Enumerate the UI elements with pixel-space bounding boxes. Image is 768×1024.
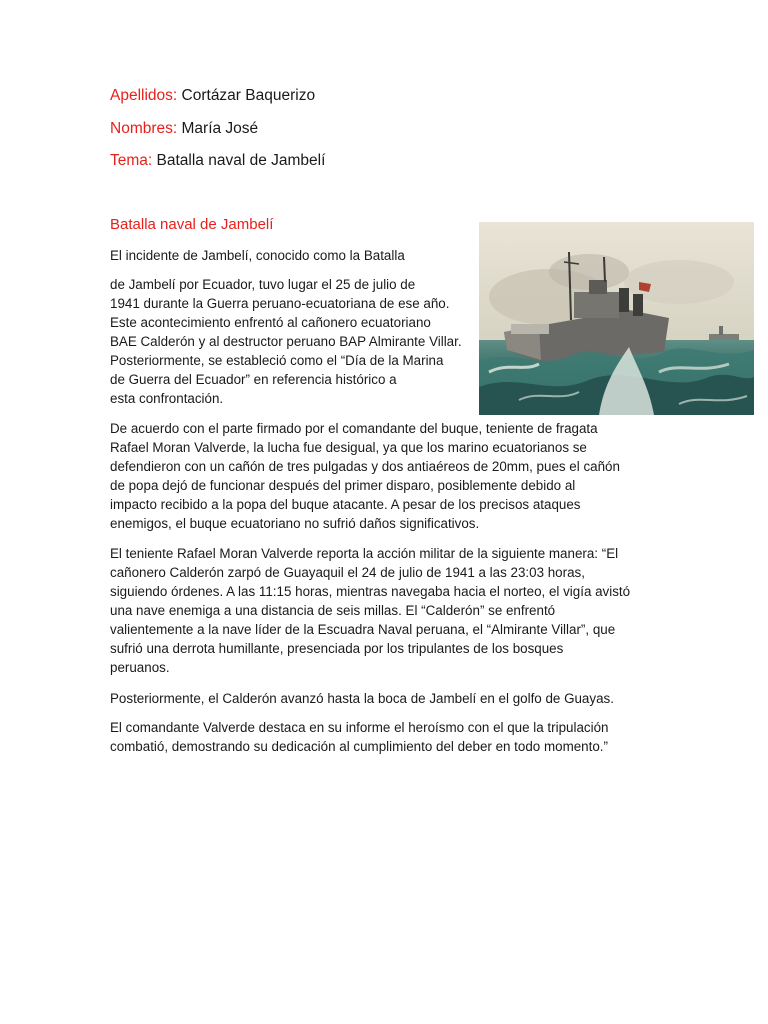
text-line: de popa dejó de funcionar después del primer disparo, posiblemente debido al [110,478,576,493]
section-heading: Batalla naval de Jambelí [110,216,274,233]
text-line: siguiendo órdenes. A las 11:15 horas, mientras navegaba hacia el norteo, el vigía avistó [110,584,631,599]
paragraph-5 [110,689,665,708]
text-line: BAE Calderón y al destructor peruano BAP Almirante Villar. [110,334,462,349]
text-line: impacto recibido a la popa del buque atacante. A pesar de los precisos ataques [110,497,581,512]
text-line: esta confrontación. [110,391,224,406]
text-line: 1941 durante la Guerra peruano-ecuatoriana de ese año. [110,296,450,311]
paragraph-3 [110,419,665,533]
text-line: valientemente a la nave líder de la Escuadra Naval peruana, el “Almirante Villar”, que [110,622,616,637]
text-line: peruanos. [110,660,170,675]
paragraph-2 [110,275,482,408]
tema-value: Batalla naval de Jambelí [156,152,326,169]
apellidos-value: Cortázar Baquerizo [181,87,316,104]
text-line: de Guerra del Ecuador” en referencia histórico a [110,372,397,387]
text-line: una nave enemiga a una distancia de seis millas. El “Calderón” se enfrentó [110,603,556,618]
text-line: combatió, demostrando su dedicación al cumplimiento del deber en todo momento.” [110,739,608,754]
paragraph-5-text: Posteriormente, el Calderón avanzó hasta la boca de Jambelí en el golfo de Guayas. [110,691,614,706]
nombres-line [110,119,258,139]
tema-label: Tema: [110,152,153,169]
apellidos-line [110,86,315,106]
nombres-value: María José [181,120,259,137]
nombres-label: Nombres: [110,120,178,137]
apellidos-label: Apellidos: [110,87,178,104]
text-line: El teniente Rafael Moran Valverde reporta la acción militar de la siguiente manera: “El [110,546,619,561]
text-line: De acuerdo con el parte firmado por el comandante del buque, teniente de fragata [110,421,598,436]
text-line: Posteriormente, se estableció como el “Día de la Marina [110,353,444,368]
text-line: sufrió una derrota humillante, presenciada por los tripulantes de los bosques [110,641,564,656]
text-line: enemigos, el buque ecuatoriano no sufrió daños significativos. [110,516,480,531]
text-line: defendieron con un cañón de tres pulgadas y dos antiaéreos de 20mm, pues el cañón [110,459,620,474]
tema-line [110,151,325,171]
paragraph-6 [110,718,665,756]
text-line: Este acontecimiento enfrentó al cañonero ecuatoriano [110,315,431,330]
paragraph-4 [110,544,665,677]
text-line: El comandante Valverde destaca en su informe el heroísmo con el que la tripulación [110,720,609,735]
paragraph-1 [110,246,665,265]
text-line: Rafael Moran Valverde, la lucha fue desigual, ya que los marino ecuatorianos se [110,440,587,455]
text-line: cañonero Calderón zarpó de Guayaquil el 24 de julio de 1941 a las 23:03 horas, [110,565,585,580]
text-line: de Jambelí por Ecuador, tuvo lugar el 25 de julio de [110,277,416,292]
paragraph-1-text: El incidente de Jambelí, conocido como la Batalla [110,248,405,263]
